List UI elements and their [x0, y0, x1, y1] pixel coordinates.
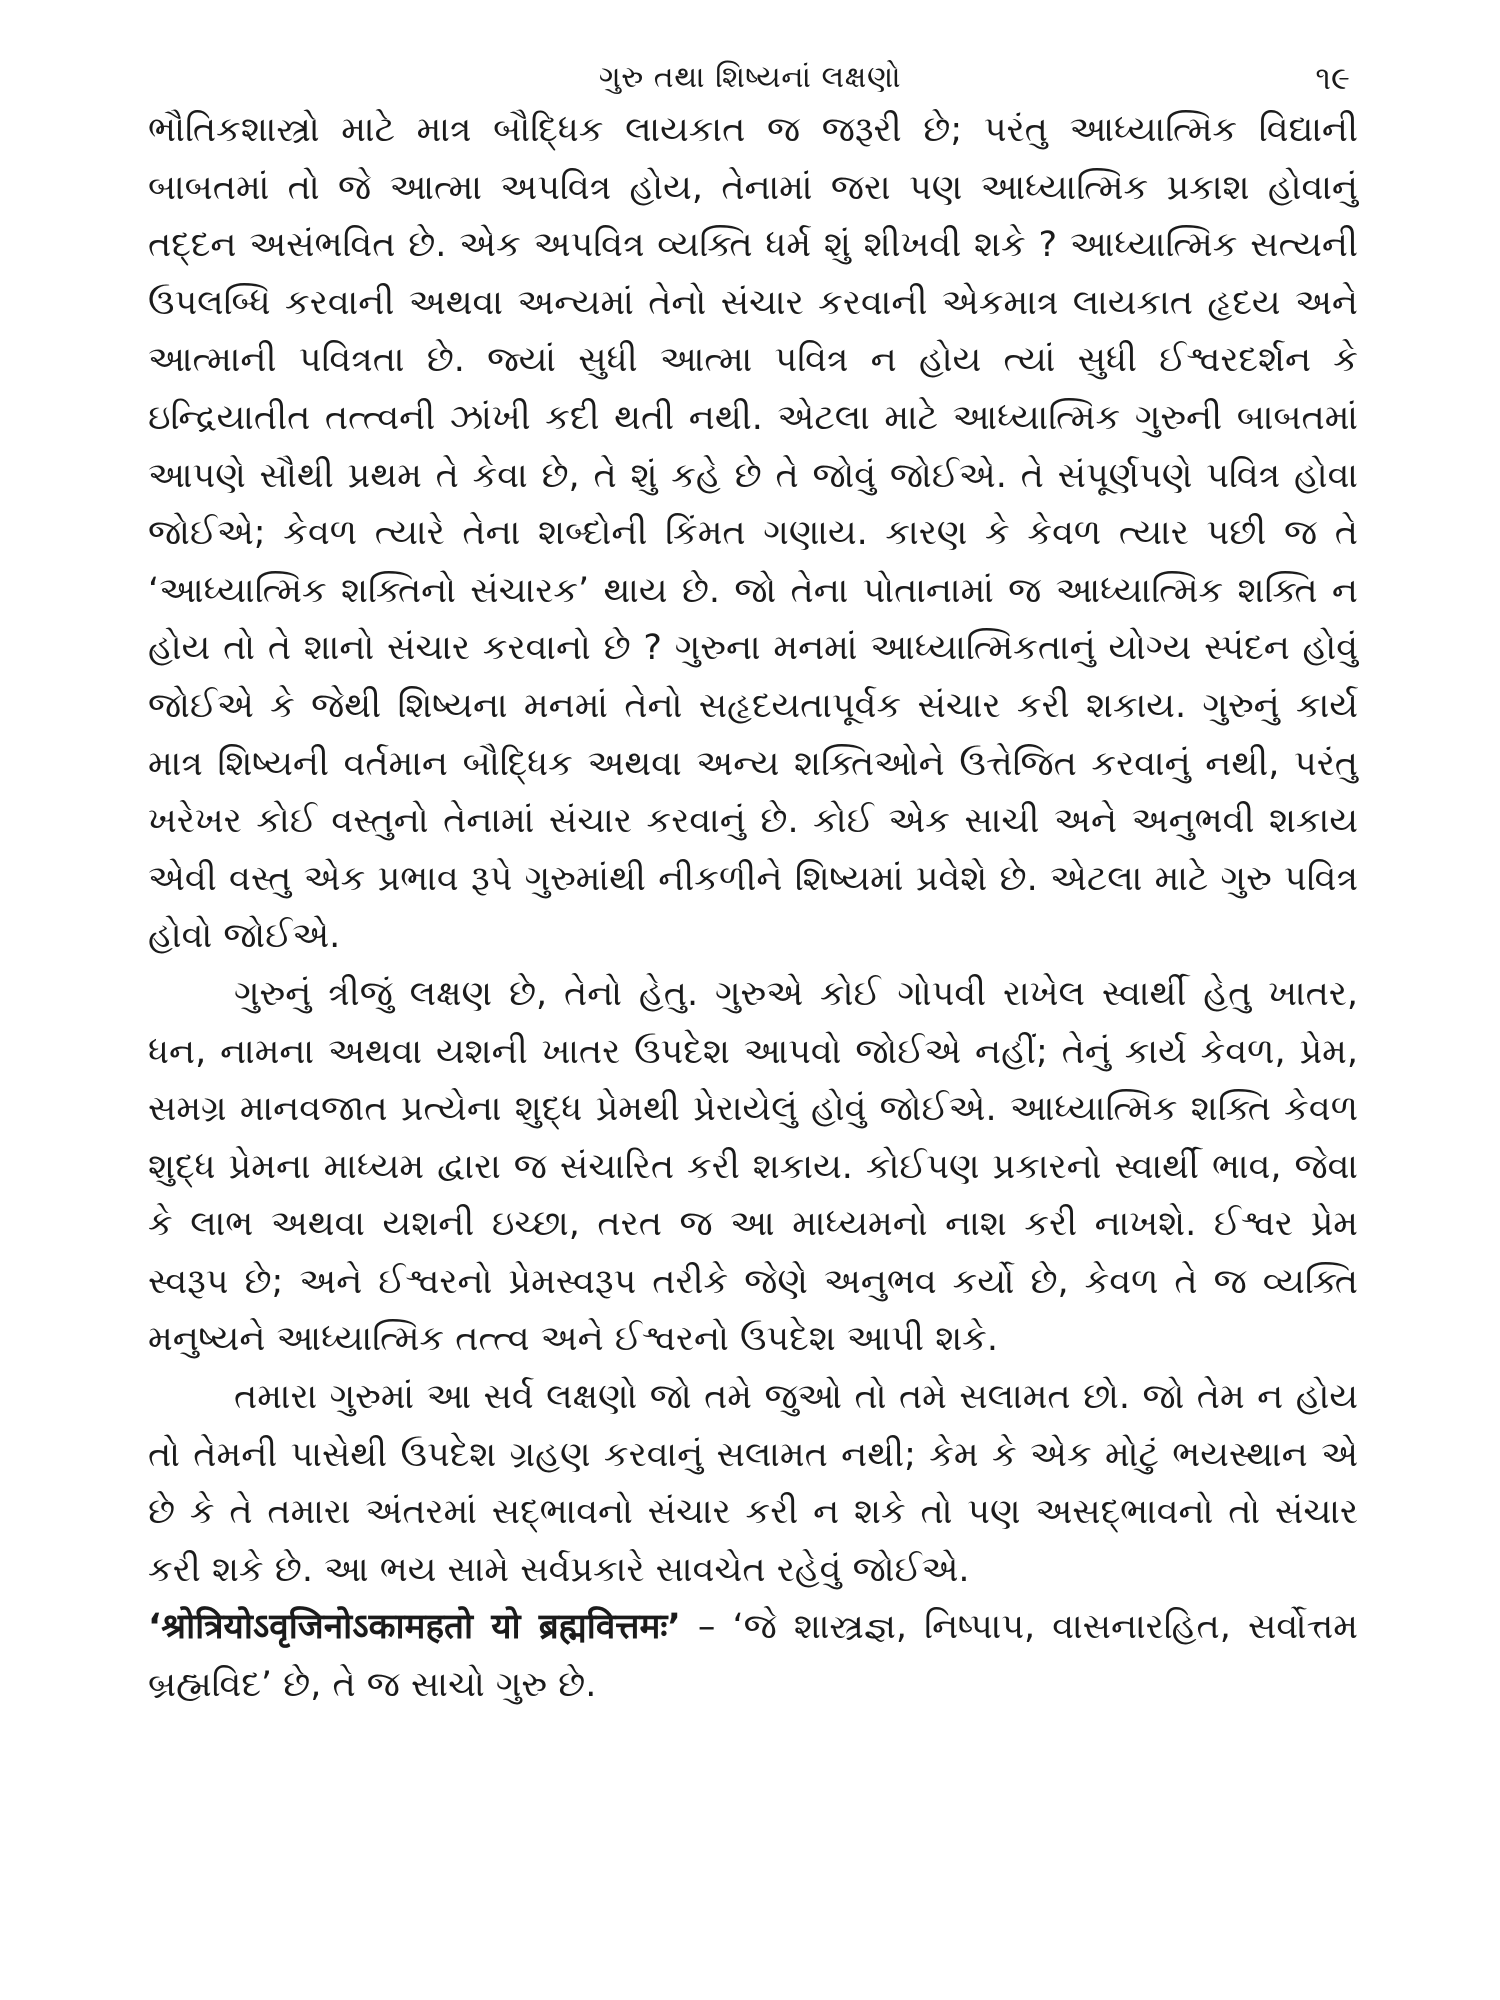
page-number: ૧૯: [1315, 59, 1350, 97]
paragraph-closing-quote: [148, 1599, 1358, 1714]
paragraph-third-quality-motive: ગુરુનું ત્રીજું લક્ષણ છે, તેનો હેતુ. ગુરુએ કોઈ ગોપવી રાખેલ સ્વાર્થી હેતુ ખાતર, ધન, નામના અથવા યશની ખાતર ઉપદેશ આપવો જોઈએ નહીં; તેનું કાર્ય કેવળ, પ્રેમ, સમગ્ર માનવજાત પ્રત્યેના શુદ્ધ પ્રેમથી પ્રેરાયેલું હોવું જોઈએ. આધ્યાત્મિક શક્તિ કેવળ શુદ્ધ પ્રેમના માધ્યમ દ્વારા જ સંચારિત કરી શકાય. કોઈપણ પ્રકારનો સ્વાર્થી ભાવ, જેવા કે લાભ અથવા યશની ઇચ્છા, તરત જ આ માધ્યમનો નાશ કરી નાખશે. ઈશ્વર પ્રેમ સ્વરૂપ છે; અને ઈશ્વરનો પ્રેમસ્વરૂપ તરીકે જેણે અનુભવ કર્યો છે, કેવળ તે જ વ્યક્તિ મનુષ્યને આધ્યાત્મિક તત્ત્વ અને ઈશ્વરનો ઉપદેશ આપી શકે.: [148, 973, 1358, 1360]
quote-translation: ‘જે શાસ્ત્રજ્ઞ, નિષ્પાપ, વાસનારહિત, સર્વોત્તમ બ્રહ્મવિદ’ છે, તે જ સાચો ગુરુ છે.: [148, 1607, 1358, 1706]
running-header: [150, 48, 1350, 108]
paragraph-safety-warning: તમારા ગુરુમાં આ સર્વ લક્ષણો જો તમે જુઓ તો તમે સલામત છો. જો તેમ ન હોય તો તેમની પાસેથી ઉપદેશ ગ્રહણ કરવાનું સલામત નથી; કેમ કે એક મોટું ભયસ્થાન એ છે કે તે તમારા અંતરમાં સદ્‌ભાવનો સંચાર કરી ન શકે તો પણ અસદ્‌ભાવનો તો સંચાર કરી શકે છે. આ ભય સામે સર્વપ્રકારે સાવચેત રહેવું જોઈએ.: [148, 1377, 1358, 1590]
body-text: [148, 102, 1358, 1715]
quote-separator: –: [680, 1607, 733, 1648]
paragraph-purity-of-teacher: ભૌતિકશાસ્ત્રો માટે માત્ર બૌદ્ધિક લાયકાત જ જરૂરી છે; પરંતુ આધ્યાત્મિક વિદ્યાની બાબતમાં તો જે આત્મા અપવિત્ર હોય, તેનામાં જરા પણ આધ્યાત્મિક પ્રકાશ હોવાનું તદ્દન અસંભવિત છે. એક અપવિત્ર વ્યક્તિ ધર્મ શું શીખવી શકે ? આધ્યાત્મિક સત્યની ઉપલબ્ધિ કરવાની અથવા અન્યમાં તેનો સંચાર કરવાની એકમાત્ર લાયકાત હૃદય અને આત્માની પવિત્રતા છે. જ્યાં સુધી આત્મા પવિત્ર ન હોય ત્યાં સુધી ઈશ્વરદર્શન કે ઇન્દ્રિયાતીત તત્ત્વની ઝાંખી કદી થતી નથી. એટલા માટે આધ્યાત્મિક ગુરુની બાબતમાં આપણે સૌથી પ્રથમ તે કેવા છે, તે શું કહે છે તે જોવું જોઈએ. તે સંપૂર્ણપણે પવિત્ર હોવા જોઈએ; કેવળ ત્યારે તેના શબ્દોની કિંમત ગણાય. કારણ કે કેવળ ત્યાર પછી જ તે ‘આધ્યાત્મિક શક્તિનો સંચારક’ થાય છે. જો તેના પોતાનામાં જ આધ્યાત્મિક શક્તિ ન હોય તો તે શાનો સંચાર કરવાનો છે ? ગુરુના મનમાં આધ્યાત્મિકતાનું યોગ્ય સ્પંદન હોવું જોઈએ કે જેથી શિષ્યના મનમાં તેનો સહૃદયતાપૂર્વક સંચાર કરી શકાય. ગુરુનું કાર્ય માત્ર શિષ્યની વર્તમાન બૌદ્ધિક અથવા અન્ય શક્તિઓને ઉત્તેજિત કરવાનું નથી, પરંતુ ખરેખર કોઈ વસ્તુનો તેનામાં સંચાર કરવાનું છે. કોઈ એક સાચી અને અનુભવી શકાય એવી વસ્તુ એક પ્રભાવ રૂપે ગુરુમાંથી નીકળીને શિષ્યમાં પ્રવેશે છે. એટલા માટે ગુરુ પવિત્ર હોવો જોઈએ.: [148, 110, 1358, 957]
chapter-title: ગુરુ તથા શિષ્યનાં લક્ષણો: [598, 60, 902, 95]
sanskrit-quote: ‘श्रोत्रियोऽवृजिनोऽकामहतो यो ब्रह्मवित्तमः’: [148, 1607, 681, 1648]
